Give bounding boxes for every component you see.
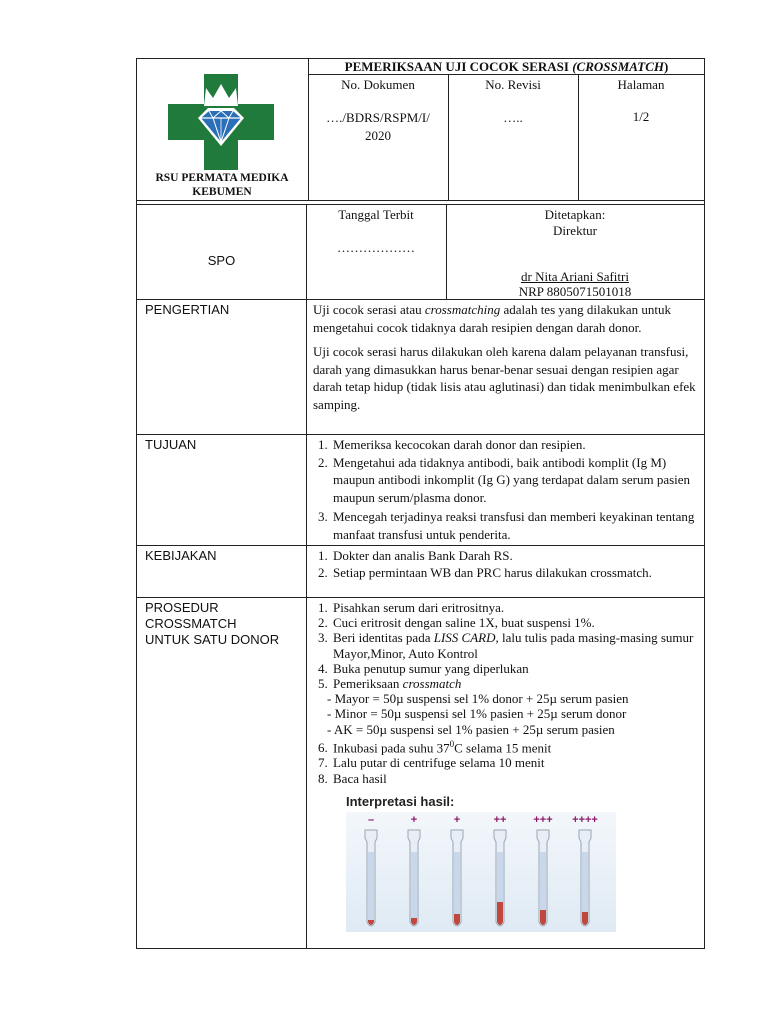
approver-nrp: NRP 8805071501018 <box>518 284 632 299</box>
issue-date-value: ……………… <box>337 240 415 255</box>
page-value: 1/2 <box>632 109 650 124</box>
prosedur-label: PROSEDUR CROSSMATCH UNTUK SATU DONOR <box>145 600 280 647</box>
grade-label: ++ <box>493 814 507 826</box>
prosedur-step: 5. Pemeriksaan crossmatch - Mayor = 50µ suspensi sel 1% donor + 25µ serum pasien - Minor = 50µ suspensi sel 1% pasien + 25µ serum donor - AK = 50µ suspensi sel 1% pasien + 25µ serum pasien <box>331 676 703 737</box>
tujuan-bottom <box>136 545 705 546</box>
tujuan-label: TUJUAN <box>145 437 197 452</box>
prosedur-step: 2. Cuci eritrosit dengan saline 1X, buat suspensi 1%. <box>331 615 703 630</box>
pengertian-paragraph-2: Uji cocok serasi harus dilakukan oleh karena dalam pelayanan transfusi, darah yang dimasukkan harus benar-benar sesuai dengan resipien agar darah tetap hidup (tidak lisis atau aglutinasi) dan tidak menimbulkan efek samping. <box>313 344 696 412</box>
header-bottom-2 <box>136 204 705 205</box>
pengertian-bottom <box>136 434 705 435</box>
kebijakan-item: 2. Setiap permintaan WB dan PRC harus dilakukan crossmatch. <box>331 564 701 581</box>
approved-label: Ditetapkan: <box>544 207 606 222</box>
grade-label: +++ <box>533 814 553 826</box>
kebijakan-bottom <box>136 597 705 598</box>
spo-label: SPO <box>207 253 236 268</box>
approver-role: Direktur <box>552 223 598 238</box>
prosedur-step: 7. Lalu putar di centrifuge selama 10 menit <box>331 755 703 770</box>
pengertian-content <box>313 301 699 413</box>
tujuan-item: 2. Mengetahui ada tidaknya antibodi, baik antibodi komplit (Ig M) maupun antibodi inkomplit (Ig G) yang terdapat dalam serum pasien maupun serum/plasma donor. <box>331 454 701 507</box>
prosedur-step: 4. Buka penutup sumur yang diperlukan <box>331 661 703 676</box>
approver-name: dr Nita Ariani Safitri <box>521 269 629 284</box>
kebijakan-list <box>313 547 701 581</box>
issue-date-label: Tanggal Terbit <box>338 207 414 222</box>
interpretasi-image <box>346 812 616 932</box>
prosedur-substep: - Mayor = 50µ suspensi sel 1% donor + 25µ serum pasien <box>327 691 629 707</box>
spo-bottom <box>136 299 705 300</box>
test-tube-icon <box>444 828 470 930</box>
prosedur-step: 1. Pisahkan serum dari eritrositnya. <box>331 600 703 615</box>
frame-left <box>136 58 137 948</box>
frame-bottom <box>136 948 705 949</box>
prosedur-substep: - AK = 50µ suspensi sel 1% pasien + 25µ serum pasien <box>327 721 615 737</box>
pengertian-label: PENGERTIAN <box>145 302 230 317</box>
prosedur-step: 6. Inkubasi pada suhu $37^0C$ selama 15 menit <box>331 737 703 756</box>
doc-number-label: No. Dokumen <box>341 77 415 92</box>
test-tube-icon <box>572 828 598 930</box>
grade-label: ++++ <box>572 814 598 826</box>
doc-number-value: …./BDRS/RSPM/I/ 2020 <box>326 110 430 143</box>
test-tube-icon <box>487 828 513 930</box>
prosedur-substep: - Minor = 50µ suspensi sel 1% pasien + 25µ serum donor <box>327 706 627 722</box>
kebijakan-label: KEBIJAKAN <box>145 548 217 563</box>
frame-right <box>704 58 705 948</box>
revision-label: No. Revisi <box>485 77 541 92</box>
hospital-name-line1: RSU PERMATA MEDIKA <box>155 172 289 184</box>
page-label: Halaman <box>617 77 665 92</box>
tujuan-list <box>313 436 701 543</box>
prosedur-step: 3. Beri identitas pada LISS CARD, lalu tulis pada masing-masing sumur Mayor,Minor, Auto Kontrol <box>331 630 703 660</box>
grade-label: + <box>453 814 461 826</box>
test-tube-icon <box>358 828 384 930</box>
revision-value: ….. <box>503 110 523 125</box>
grade-label: – <box>367 814 375 826</box>
prosedur-steps <box>313 600 703 786</box>
prosedur-step: 8. Baca hasil <box>331 771 703 786</box>
hospital-name-line2: KEBUMEN <box>192 186 252 198</box>
document-title: PEMERIKSAAN UJI COCOK SERASI (CROSSMATCH) <box>344 59 669 74</box>
grade-label: + <box>410 814 418 826</box>
kebijakan-item: 1. Dokter dan analis Bank Darah RS. <box>331 547 701 564</box>
tujuan-item: 1. Memeriksa kecocokan darah donor dan resipien. <box>331 436 701 454</box>
header-bottom-1 <box>136 200 705 201</box>
pengertian-paragraph-1: Uji cocok serasi atau crossmatching adalah tes yang dilakukan untuk mengetahui cocok tidaknya darah resipien dengan darah donor. <box>313 302 672 335</box>
test-tube-icon <box>530 828 556 930</box>
interpretasi-title: Interpretasi hasil: <box>346 794 455 809</box>
hospital-logo <box>168 74 274 170</box>
tujuan-item: 3. Mencegah terjadinya reaksi transfusi dan memberi keyakinan tentang manfaat transfusi untuk penderita. <box>331 508 701 543</box>
body-col-divider <box>306 299 307 948</box>
test-tube-icon <box>401 828 427 930</box>
